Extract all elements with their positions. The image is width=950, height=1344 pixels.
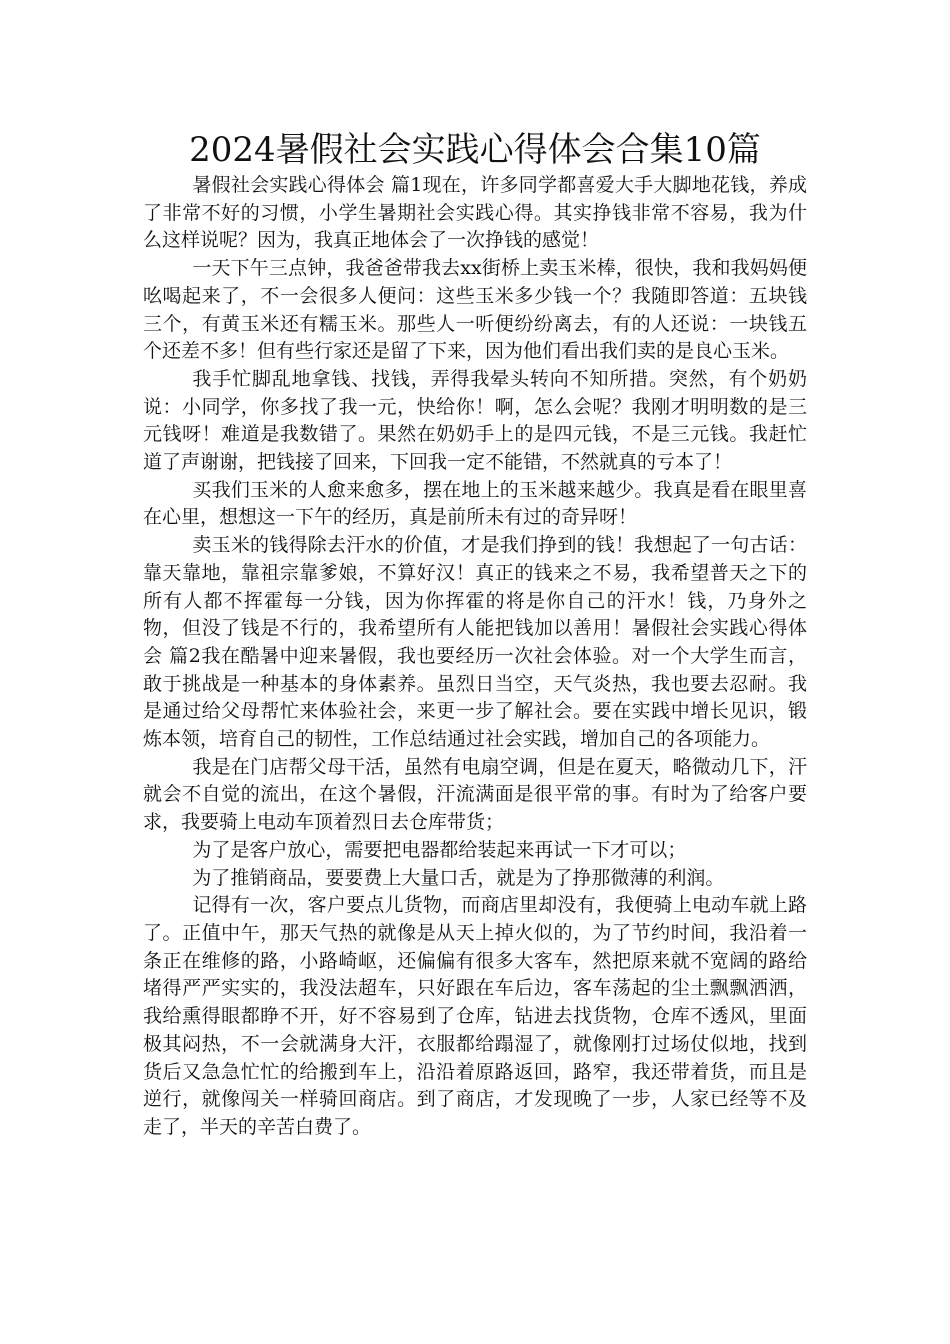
document-title: 2024暑假社会实践心得体会合集10篇 [189,130,761,170]
paragraph: 我手忙脚乱地拿钱、找钱，弄得我晕头转向不知所措。突然，有个奶奶说：小同学，你多找了我一元，快给你！啊，怎么会呢？我刚才明明数的是三元钱呀！难道是我数错了。果然在奶奶手上的是四元钱，不是三元钱。我赶忙道了声谢谢，把钱接了回来，下回我一定不能错，不然就真的亏本了！ [143,367,807,474]
document-body [143,172,807,1142]
paragraph: 我是在门店帮父母干活，虽然有电扇空调，但是在夏天，略微动几下，汗就会不自觉的流出，在这个暑假，汗流满面是很平常的事。有时为了给客户要求，我要骑上电动车顶着烈日去仓库带货； [143,755,807,834]
paragraph: 为了是客户放心，需要把电器都给装起来再试一下才可以； [192,838,687,861]
paragraph: 暑假社会实践心得体会 篇1现在，许多同学都喜爱大手大脚地花钱，养成了非常不好的习惯，小学生暑期社会实践心得。其实挣钱非常不容易，我为什么这样说呢？因为，我真正地体会了一次挣钱的感觉！ [143,174,807,252]
paragraph: 记得有一次，客户要点儿货物，而商店里却没有，我便骑上电动车就上路了。正值中午，那天气热的就像是从天上掉火似的，为了节约时间，我沿着一条正在维修的路，小路崎岖，还偏偏有很多大客车，然把原来就不宽阔的路给堵得严严实实的，我没法超车，只好跟在车后边，客车荡起的尘土飘飘洒洒，我给熏得眼都睁不开，好不容易到了仓库，钻进去找货物，仓库不透风，里面极其闷热，不一会就满身大汗，衣服都给蹋湿了，就像刚打过场仗似地，找到货后又急急忙忙的给搬到车上，沿沿着原路返回，路窄，我还带着货，而且是逆行，就像闯关一样骑回商店。到了商店，才发现晚了一步，人家已经等不及走了，半天的辛苦白费了。 [143,894,807,1138]
paragraph: 一天下午三点钟，我爸爸带我去xx街桥上卖玉米棒，很快，我和我妈妈便吆喝起来了，不一会很多人便问：这些玉米多少钱一个？我随即答道：五块钱三个，有黄玉米还有糯玉米。那些人一听便纷纷离去，有的人还说：一块钱五个还差不多！但有些行家还是留了下来，因为他们看出我们卖的是良心玉米。 [143,257,807,363]
paragraph: 卖玉米的钱得除去汗水的价值，才是我们挣到的钱！我想起了一句古话：靠天靠地，靠祖宗靠爹娘，不算好汉！真正的钱来之不易，我希望普天之下的所有人都不挥霍每一分钱，因为你挥霍的将是你自己的汗水！钱，乃身外之物，但没了钱是不行的，我希望所有人能把钱加以善用！暑假社会实践心得体会 篇2我在酷暑中迎来暑假，我也要经历一次社会体验。对一个大学生而言，敢于挑战是一种基本的身体素养。虽烈日当空，天气炎热，我也要去忍耐。我是通过给父母帮忙来体验社会，来更一步了解社会。要在实践中增长见识，锻炼本领，培育自己的韧性，工作总结通过社会实践，增加自己的各项能力。 [143,534,807,751]
paragraph: 为了推销商品，要要费上大量口舌，就是为了挣那微薄的利润。 [192,866,725,889]
paragraph: 买我们玉米的人愈来愈多，摆在地上的玉米越来越少。我真是看在眼里喜在心里，想想这一下午的经历，真是前所未有过的奇异呀！ [143,478,807,529]
